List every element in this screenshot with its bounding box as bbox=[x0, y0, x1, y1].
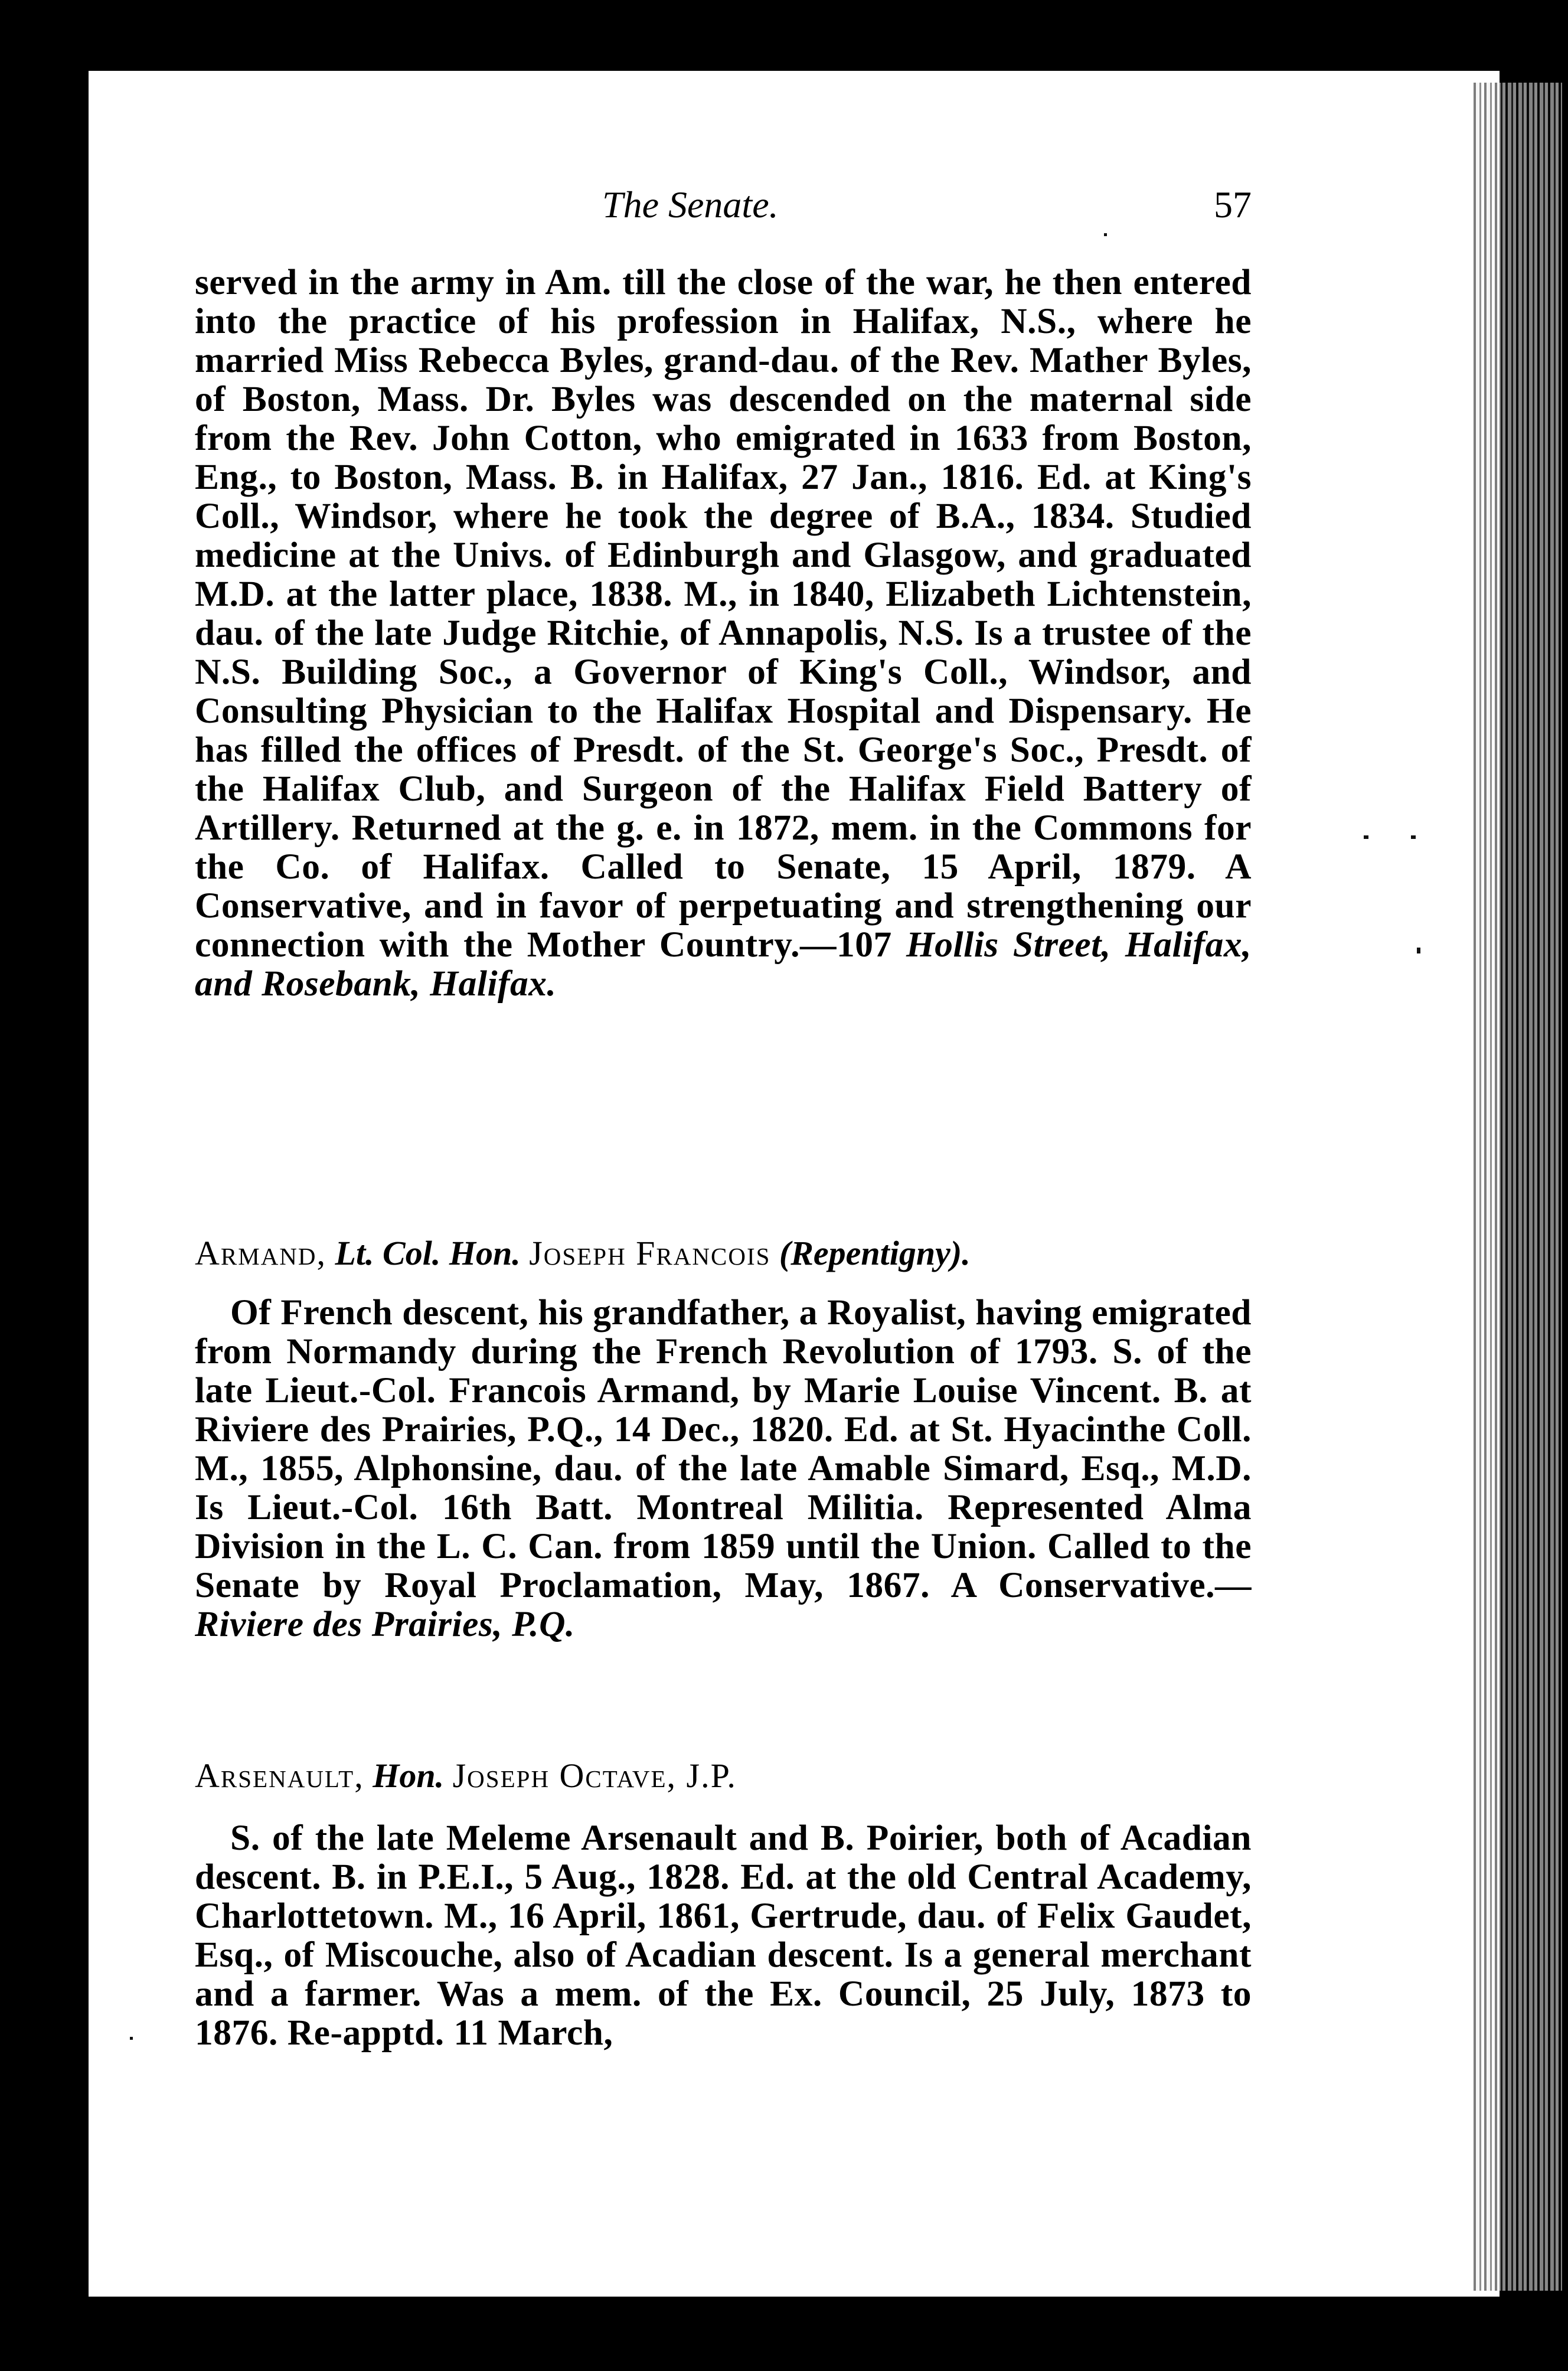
page-edge-shadow bbox=[1474, 83, 1562, 2291]
entry-heading-armand bbox=[195, 1234, 1252, 1273]
entry-continued-text: served in the army in Am. till the close of the war, he then entered into the practice of his profession in Halifax, N.S., where he married Miss Rebecca Byles, grand-dau. of the Rev. Mather Byles, of Boston, Mass. Dr. Byles was descended on the maternal side from the Rev. John Cotton, who emigrated in 1633 from Boston, Eng., to Boston, Mass. B. in Halifax, 27 Jan., 1816. Ed. at King's Coll., Windsor, where he took the degree of B.A., 1834. Studied medicine at the Univs. of Edinburgh and Glasgow, and graduated M.D. at the latter place, 1838. M., in 1840, Elizabeth Lichtenstein, dau. of the late Judge Ritchie, of Annapolis, N.S. Is a trustee of the N.S. Building Soc., a Governor of King's Coll., Windsor, and Consulting Physician to the Halifax Hospital and Dispensary. He has filled the offices of Presdt. of the St. George's Soc., Presdt. of the Halifax Club, and Surgeon of the Halifax Field Battery of Artillery. Returned at the g. e. in 1872, mem. in the Commons for the Co. of Halifax. Called to Senate, 15 April, 1879. A Conservative, and in favor of perpetuating and strengthening our connection with the Mother Country.—107 bbox=[195, 262, 1252, 965]
running-title: The Senate. bbox=[602, 184, 779, 226]
print-speck bbox=[1104, 233, 1107, 236]
entry-armand-address: Riviere des Prairies, P.Q. bbox=[195, 1604, 575, 1644]
honorific: Hon. bbox=[373, 1756, 445, 1795]
running-header bbox=[195, 183, 1252, 236]
honorific: Lt. Col. Hon. bbox=[335, 1234, 521, 1272]
page-number: 57 bbox=[1214, 184, 1252, 226]
print-speck bbox=[1417, 948, 1420, 953]
entry-armand-paragraph bbox=[195, 1293, 1252, 1644]
entry-continued-address: Hollis Street, Halifax, and Rosebank, Halifax. bbox=[195, 925, 1252, 1004]
print-speck bbox=[130, 2037, 133, 2040]
print-speck bbox=[1364, 835, 1368, 839]
given-names: Joseph Francois bbox=[529, 1234, 771, 1272]
entry-heading-arsenault bbox=[195, 1756, 1252, 1795]
entry-arsenault-paragraph bbox=[195, 1818, 1252, 2052]
entry-continued-paragraph bbox=[195, 263, 1252, 1003]
entry-arsenault-text: S. of the late Meleme Arsenault and B. Poirier, both of Acadian descent. B. in P.E.I., 5 Aug., 1828. Ed. at the old Central Academy, Charlottetown. M., 16 April, 1861, Gertrude, dau. of Felix Gaudet, Esq., of Miscouche, also of Acadian descent. Is a general merchant and a farmer. Was a mem. of the Ex. Council, 25 July, 1873 to 1876. Re-apptd. 11 March, bbox=[195, 1818, 1252, 2053]
riding: (Repentigny). bbox=[779, 1234, 971, 1272]
print-speck bbox=[1411, 835, 1416, 839]
surname: Arsenault, bbox=[195, 1756, 364, 1795]
surname: Armand, bbox=[195, 1234, 327, 1272]
entry-armand-text: Of French descent, his grandfather, a Royalist, having emigrated from Normandy during the French Revolution of 1793. S. of the late Lieut.-Col. Francois Armand, by Marie Louise Vincent. B. at Riviere des Prairies, P.Q., 14 Dec., 1820. Ed. at St. Hyacinthe Coll. M., 1855, Alphonsine, dau. of the late Amable Simard, Esq., M.D. Is Lieut.-Col. 16th Batt. Montreal Militia. Represented Alma Division in the L. C. Can. from 1859 until the Union. Called to the Senate by Royal Proclamation, May, 1867. A Conservative.— bbox=[195, 1292, 1252, 1605]
given-names: Joseph Octave, J.P. bbox=[452, 1756, 737, 1795]
